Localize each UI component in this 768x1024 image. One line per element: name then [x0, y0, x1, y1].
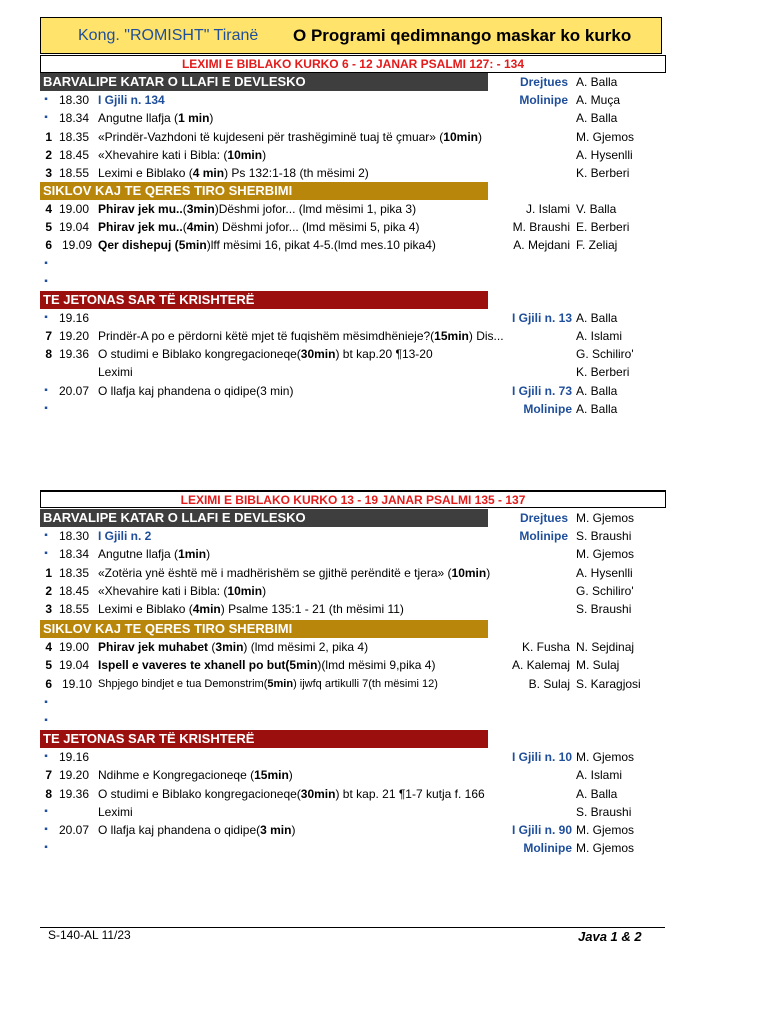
part-number: 6	[45, 238, 52, 252]
time: 19.16	[59, 311, 90, 325]
song-label: I Gjili n. 90	[511, 823, 572, 837]
assignee-name: A. Balla	[576, 111, 618, 125]
bullet-icon: ▪	[44, 842, 48, 853]
part-number: 7	[45, 768, 52, 782]
time: 19.00	[59, 640, 90, 654]
assignee-name: M. Gjemos	[576, 841, 635, 855]
time: 19.04	[59, 220, 90, 234]
time: 19.20	[59, 329, 90, 343]
assignee-name: G. Schiliro'	[576, 347, 634, 361]
chairman-label: Drejtues	[519, 75, 568, 89]
time: 18.55	[59, 602, 90, 616]
time: 18.34	[59, 111, 90, 125]
assistant-name: K. Fusha	[521, 640, 570, 654]
assignee-name: S. Braushi	[576, 602, 632, 616]
part-text: Shpjego bindjet e tua Demonstrim(5min) ijwfq artikulli 7(th mësimi 12)	[98, 678, 438, 690]
week-title: LEXIMI E BIBLAKO KURKO 13 - 19 JANAR PSALMI 135 - 137	[40, 490, 666, 508]
part-text: Phirav jek mu..(4min) Dëshmi jofor... (lmd mësimi 5, pika 4)	[98, 220, 420, 234]
assistant-name: A. Kalemaj	[511, 658, 570, 672]
time: 18.35	[59, 566, 90, 580]
assignee-name: N. Sejdinaj	[576, 640, 635, 654]
footer-divider	[40, 927, 665, 928]
song-label: I Gjili n. 73	[511, 384, 572, 398]
section-treasures: BARVALIPE KATAR O LLAFI E DEVLESKO	[40, 509, 488, 527]
bullet-icon: ▪	[44, 806, 48, 817]
assignee-name: S. Braushi	[576, 529, 632, 543]
part-number: 6	[45, 677, 52, 691]
assignee-name: E. Berberi	[576, 220, 630, 234]
assignee-name: F. Zeliaj	[576, 238, 618, 252]
part-number: 2	[45, 584, 52, 598]
part-text: O llafja kaj phandena o qidipe(3 min)	[98, 384, 294, 398]
time: 19.00	[59, 202, 90, 216]
assignee-name: V. Balla	[576, 202, 617, 216]
bullet-icon: ▪	[44, 530, 48, 541]
part-text: Leximi	[98, 365, 133, 379]
assignee-name: A. Muça	[576, 93, 621, 107]
section-living: TE JETONAS SAR TË KRISHTERË	[40, 291, 488, 309]
assignee-name: M. Gjemos	[576, 130, 635, 144]
time: 19.09	[62, 238, 93, 252]
week-range-label: Java 1 & 2	[578, 929, 642, 944]
bullet-icon: ▪	[44, 548, 48, 559]
time: 20.07	[59, 384, 90, 398]
part-text: «Zotëria ynë është më i madhërishëm se gjithë perënditë e tjera» (10min)	[98, 566, 491, 580]
program-title: O Programi qedimnango maskar ko kurko	[293, 26, 632, 45]
chairman-label: Drejtues	[519, 511, 568, 525]
part-text: Phirav jek muhabet (3min) (lmd mësimi 2, pika 4)	[98, 640, 369, 654]
song-label: I Gjili n. 134	[98, 93, 165, 107]
part-text: O studimi e Biblako kongregacioneqe(30min) bt kap.20 ¶13-20	[98, 347, 433, 361]
section-ministry: SIKLOV KAJ TE QERES TIRO SHERBIMI	[40, 182, 488, 200]
section-treasures: BARVALIPE KATAR O LLAFI E DEVLESKO	[40, 73, 488, 91]
part-text: «Prindër-Vazhdoni të kujdeseni për trashëgiminë tuaj të çmuar» (10min)	[98, 130, 482, 144]
part-number: 5	[45, 658, 52, 672]
song-label: I Gjili n. 2	[98, 529, 152, 543]
part-text: O llafja kaj phandena o qidipe(3 min)	[98, 823, 296, 837]
part-text: Leximi	[98, 805, 133, 819]
assignee-name: M. Gjemos	[576, 750, 635, 764]
song-label: I Gjili n. 13	[511, 311, 572, 325]
assistant-name: A. Mejdani	[513, 238, 570, 252]
bullet-icon: ▪	[44, 312, 48, 323]
time: 19.04	[59, 658, 90, 672]
assignee-name: A. Hysenlli	[576, 566, 633, 580]
part-text: Leximi e Biblako (4 min) Ps 132:1-18 (th mësimi 2)	[98, 166, 369, 180]
bullet-icon: ▪	[44, 403, 48, 414]
assistant-name: J. Islami	[525, 202, 570, 216]
part-text: «Xhevahire kati i Bibla: (10min)	[98, 148, 267, 162]
prayer-label: Molinipe	[519, 529, 568, 543]
congregation-name: Kong. "ROMISHT" Tiranë	[78, 27, 259, 44]
assignee-name: K. Berberi	[576, 365, 630, 379]
assistant-name: M. Braushi	[512, 220, 570, 234]
assignee-name: S. Braushi	[576, 805, 632, 819]
bullet-icon: ▪	[44, 385, 48, 396]
time: 18.55	[59, 166, 90, 180]
form-code: S-140-AL 11/23	[48, 928, 131, 942]
part-text: Qer dishepuj (5min)lff mësimi 16, pikat 4-5.(lmd mes.10 pika4)	[98, 238, 436, 252]
part-number: 4	[45, 640, 52, 654]
part-text: «Xhevahire kati i Bibla: (10min)	[98, 584, 267, 598]
time: 18.35	[59, 130, 90, 144]
part-number: 7	[45, 329, 52, 343]
part-text: Angutne llafja (1min)	[98, 547, 211, 561]
bullet-icon: ▪	[44, 715, 48, 726]
time: 18.34	[59, 547, 90, 561]
bullet-icon: ▪	[44, 824, 48, 835]
week-title: LEXIMI E BIBLAKO KURKO 6 - 12 JANAR PSALMI 127: - 134	[40, 55, 666, 73]
bullet-icon: ▪	[44, 697, 48, 708]
song-label: I Gjili n. 10	[511, 750, 572, 764]
time: 20.07	[59, 823, 90, 837]
assignee-name: A. Balla	[576, 384, 618, 398]
bullet-icon: ▪	[44, 751, 48, 762]
bullet-icon: ▪	[44, 258, 48, 269]
assistant-name: B. Sulaj	[528, 677, 570, 691]
part-text: Prindër-A po e përdorni këtë mjet të fuqishëm mësimdhënieje?(15min) Dis...	[98, 329, 504, 343]
assignee-name: M. Sulaj	[576, 658, 620, 672]
assignee-name: A. Islami	[576, 768, 623, 782]
assignee-name: K. Berberi	[576, 166, 630, 180]
part-text: Phirav jek mu..(3min)Dëshmi jofor... (lmd mësimi 1, pika 3)	[98, 202, 417, 216]
section-living: TE JETONAS SAR TË KRISHTERË	[40, 730, 488, 748]
part-number: 8	[45, 787, 52, 801]
time: 19.20	[59, 768, 90, 782]
time: 18.45	[59, 148, 90, 162]
part-text: Leximi e Biblako (4min) Psalme 135:1 - 21 (th mësimi 11)	[98, 602, 404, 616]
prayer-label: Molinipe	[523, 402, 572, 416]
part-number: 4	[45, 202, 52, 216]
time: 18.45	[59, 584, 90, 598]
time: 18.30	[59, 529, 90, 543]
time: 19.16	[59, 750, 90, 764]
time: 19.36	[59, 787, 90, 801]
part-number: 3	[45, 602, 52, 616]
part-number: 1	[45, 130, 52, 144]
time: 19.36	[59, 347, 90, 361]
part-number: 5	[45, 220, 52, 234]
section-ministry: SIKLOV KAJ TE QERES TIRO SHERBIMI	[40, 620, 488, 638]
assignee-name: A. Balla	[576, 311, 618, 325]
bullet-icon: ▪	[44, 276, 48, 287]
part-number: 1	[45, 566, 52, 580]
program-header	[40, 17, 662, 54]
prayer-label: Molinipe	[519, 93, 568, 107]
assignee-name: A. Islami	[576, 329, 623, 343]
assignee-name: A. Balla	[576, 787, 618, 801]
part-text: Angutne llafja (1 min)	[98, 111, 214, 125]
assignee-name: A. Hysenlli	[576, 148, 633, 162]
assignee-name: M. Gjemos	[576, 511, 635, 525]
time: 19.10	[62, 677, 93, 691]
bullet-icon: ▪	[44, 112, 48, 123]
time: 18.30	[59, 93, 90, 107]
assignee-name: M. Gjemos	[576, 823, 635, 837]
part-number: 3	[45, 166, 52, 180]
prayer-label: Molinipe	[523, 841, 572, 855]
assignee-name: A. Balla	[576, 75, 618, 89]
assignee-name: M. Gjemos	[576, 547, 635, 561]
assignee-name: A. Balla	[576, 402, 618, 416]
assignee-name: S. Karagjosi	[576, 677, 641, 691]
part-text: Ndihme e Kongregacioneqe (15min)	[98, 768, 293, 782]
part-number: 2	[45, 148, 52, 162]
bullet-icon: ▪	[44, 94, 48, 105]
part-number: 8	[45, 347, 52, 361]
part-text: Ispell e vaveres te xhanell po but(5min)(lmd mësimi 9,pika 4)	[98, 658, 436, 672]
part-text: O studimi e Biblako kongregacioneqe(30min) bt kap. 21 ¶1-7 kutja f. 166	[98, 787, 485, 801]
assignee-name: G. Schiliro'	[576, 584, 634, 598]
